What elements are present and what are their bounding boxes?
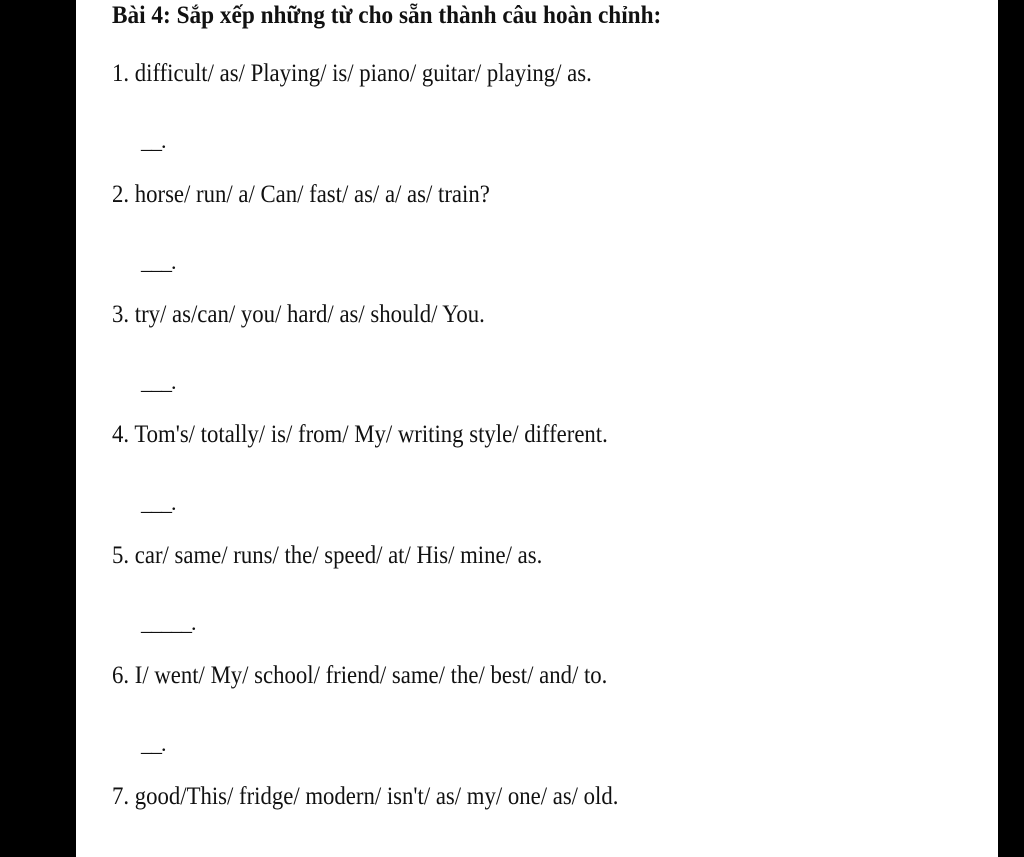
exercise-title: Bài 4: Sắp xếp những từ cho sẵn thành câu hoàn chỉnh: — [112, 2, 662, 29]
question-3: 3. try/ as/can/ you/ hard/ as/ should/ You. — [112, 301, 485, 328]
question-6: 6. I/ went/ My/ school/ friend/ same/ the/ best/ and/ to. — [112, 662, 608, 689]
answer-blank-2: ___. — [141, 249, 176, 274]
answer-blank-4: ___. — [141, 490, 176, 515]
question-1: 1. difficult/ as/ Playing/ is/ piano/ guitar/ playing/ as. — [112, 60, 592, 87]
question-5: 5. car/ same/ runs/ the/ speed/ at/ His/ mine/ as. — [112, 542, 543, 569]
answer-blank-1: __. — [141, 128, 166, 153]
question-7: 7. good/This/ fridge/ modern/ isn't/ as/ my/ one/ as/ old. — [112, 783, 619, 810]
answer-blank-6: __. — [141, 731, 166, 756]
answer-blank-3: ___. — [141, 369, 176, 394]
answer-blank-5: _____. — [141, 610, 196, 635]
document-page — [76, 0, 998, 857]
question-4: 4. Tom's/ totally/ is/ from/ My/ writing style/ different. — [112, 421, 608, 448]
question-2: 2. horse/ run/ a/ Can/ fast/ as/ a/ as/ train? — [112, 181, 490, 208]
